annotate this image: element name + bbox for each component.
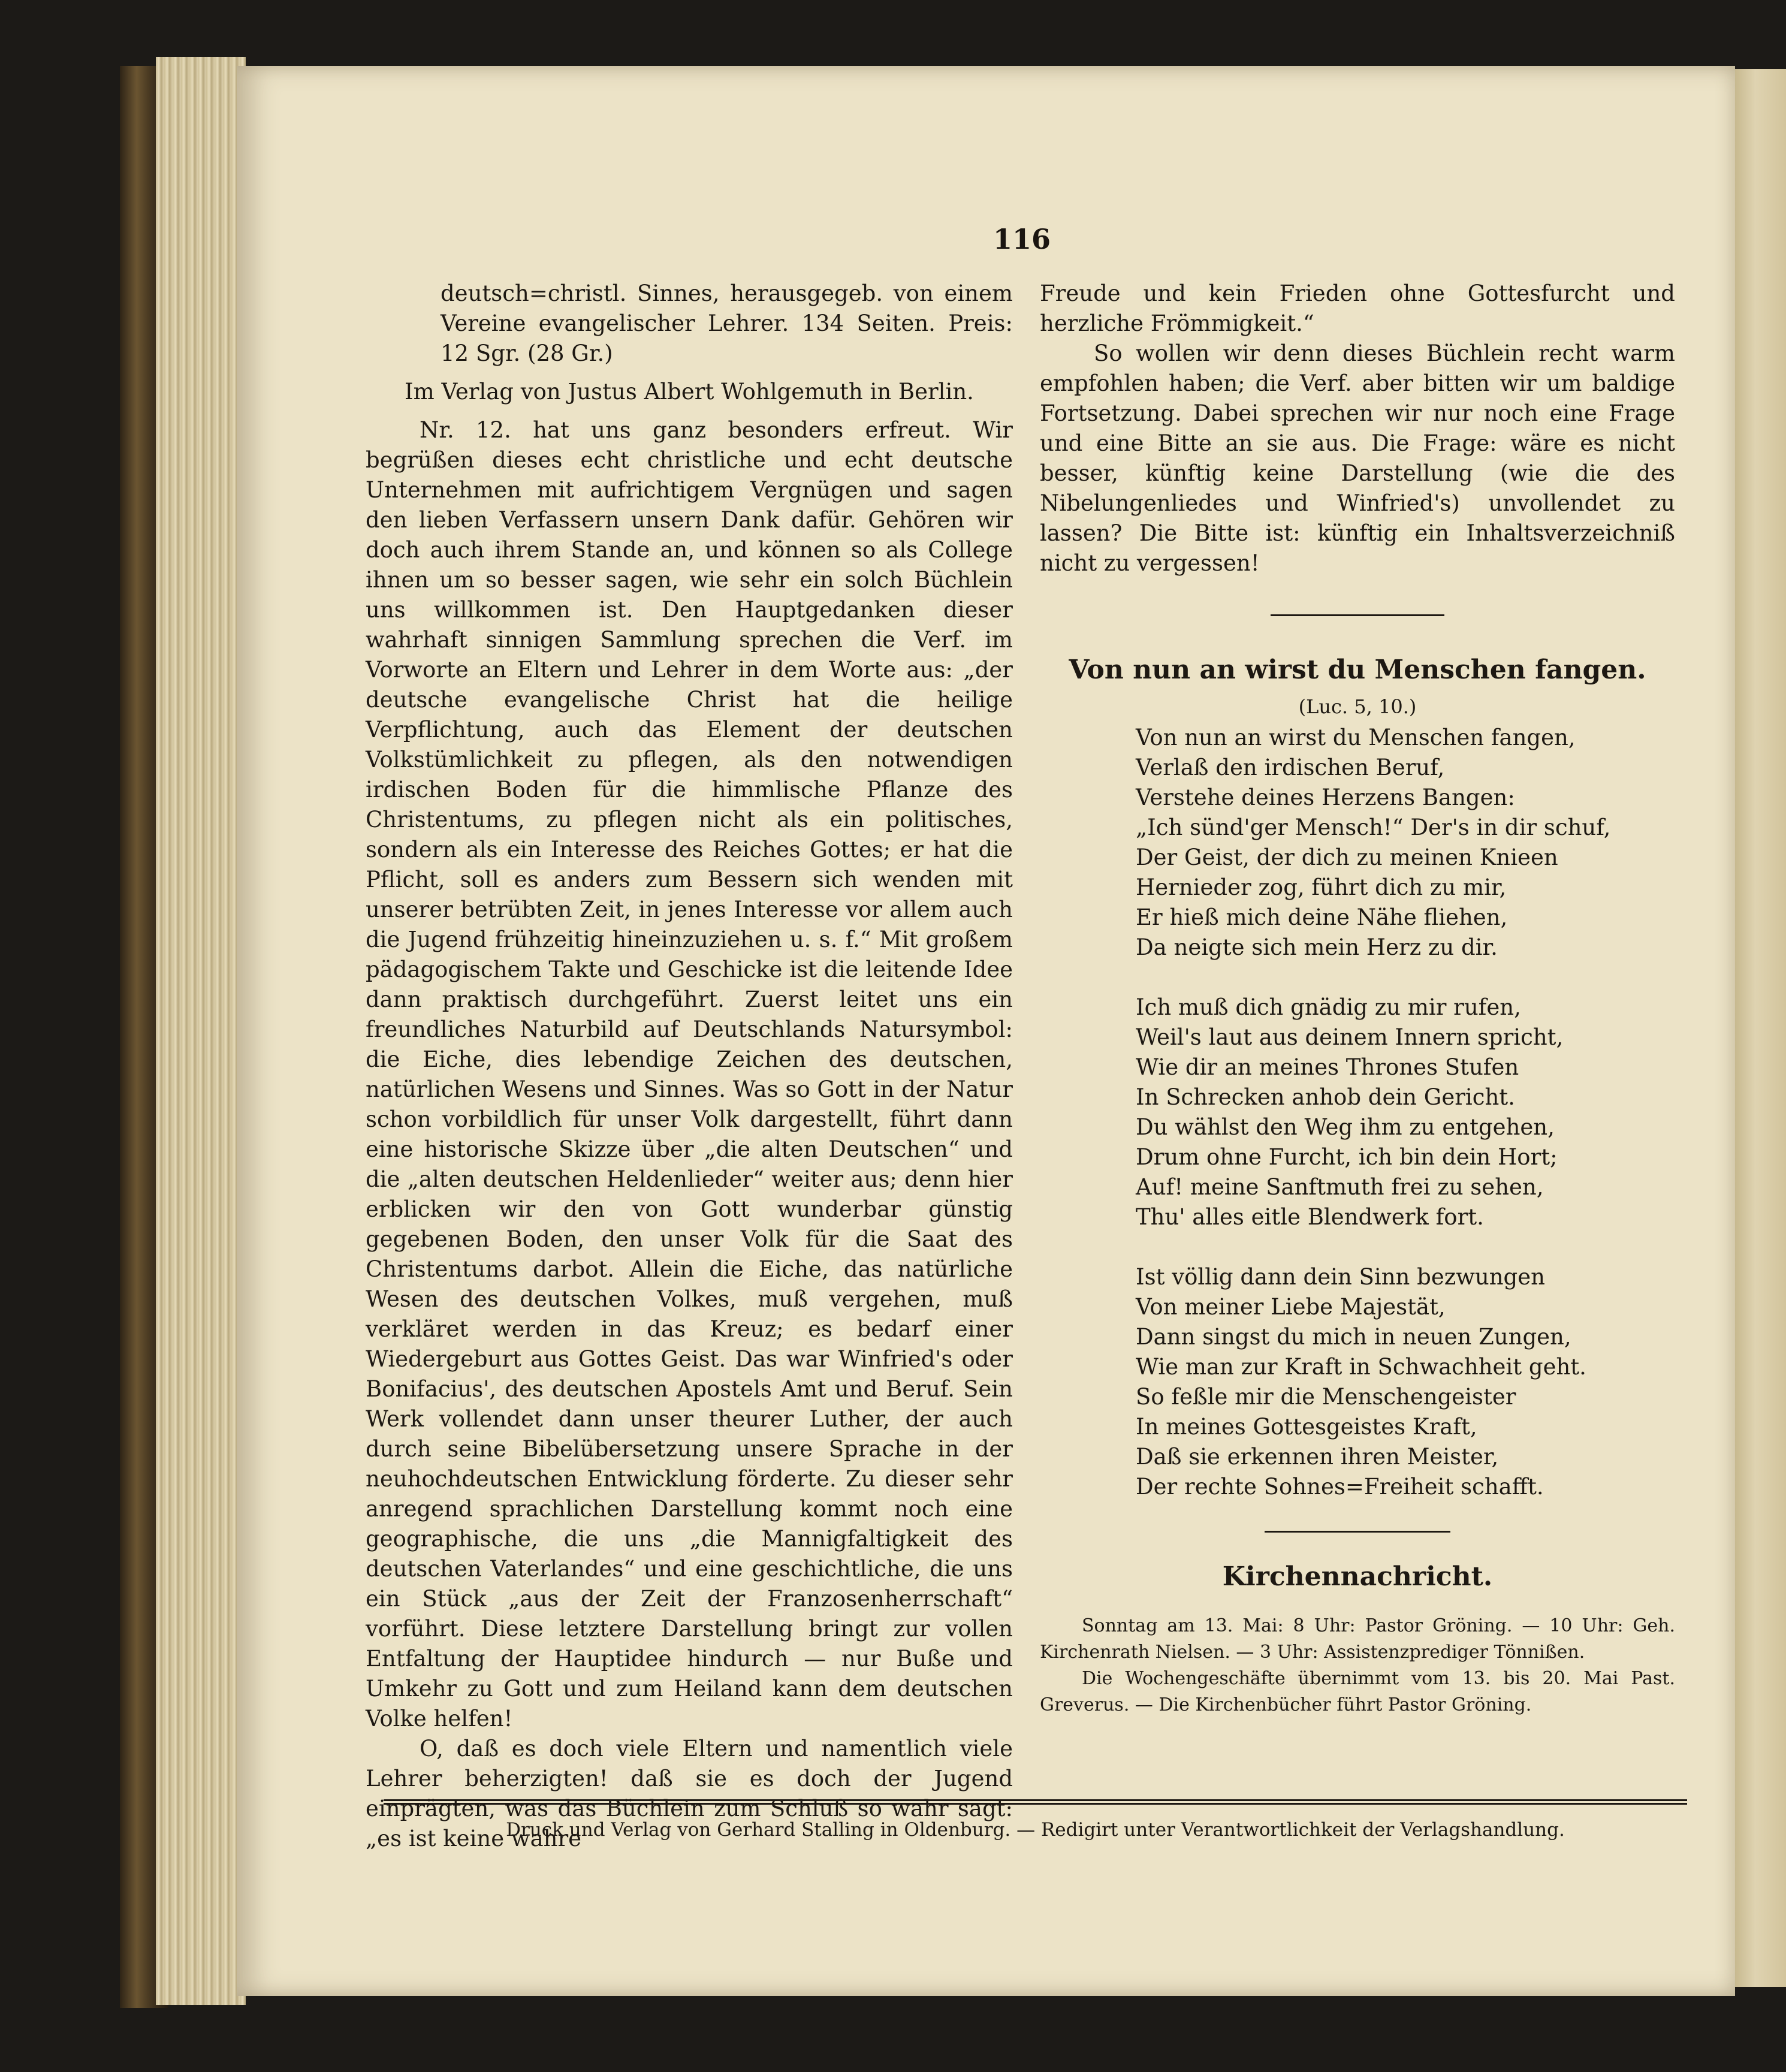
poem-reference: (Luc. 5, 10.)	[1298, 695, 1417, 718]
left-paragraph-1: Im Verlag von Justus Albert Wohlgemuth in Berlin.	[405, 379, 974, 405]
poem-line: In meines Gottesgeistes Kraft,	[1136, 1414, 1477, 1440]
poem-line: Drum ohne Furcht, ich bin dein Hort;	[1136, 1144, 1558, 1170]
left-paragraph-3: O, daß es doch viele Eltern und namentlich viele Lehrer beherzigten! daß sie es doch der Jugend einprägten, was das Büchlein zum Schluß so wahr sagt: „es ist keine wahre	[366, 1736, 1013, 1851]
poem-line: Ist völlig dann dein Sinn bezwungen	[1136, 1264, 1545, 1290]
poem-line: Du wählst den Weg ihm zu entgehen,	[1136, 1114, 1555, 1140]
poem-line: Hernieder zog, führt dich zu mir,	[1136, 874, 1507, 900]
poem-line: Da neigte sich mein Herz zu dir.	[1136, 934, 1498, 960]
left-paragraph-0: deutsch=christl. Sinnes, herausgegeb. von einem Vereine evangelischer Lehrer. 134 Seiten. Preis: 12 Sgr. (28 Gr.)	[441, 281, 1013, 366]
next-page-edge	[1735, 69, 1786, 1987]
poem-line: Weil's laut aus deinem Innern spricht,	[1136, 1024, 1564, 1050]
imprint-line: Druck und Verlag von Gerhard Stalling in Oldenburg. — Redigirt unter Verantwortlichkeit der Verlagshandlung.	[506, 1819, 1565, 1841]
poem-line: Verlaß den irdischen Beruf,	[1136, 755, 1445, 780]
poem-line: Von nun an wirst du Menschen fangen,	[1136, 725, 1576, 750]
poem-line: So feßle mir die Menschengeister	[1136, 1384, 1516, 1410]
poem-line: Dann singst du mich in neuen Zungen,	[1136, 1324, 1571, 1350]
section-divider	[1271, 614, 1444, 616]
footer-double-rule	[384, 1799, 1687, 1805]
poem-line: Von meiner Liebe Majestät,	[1136, 1294, 1446, 1320]
left-column	[366, 279, 1013, 1854]
poem-line: Auf! meine Sanftmuth frei zu sehen,	[1136, 1174, 1544, 1200]
right-paragraph-1: So wollen wir denn dieses Büchlein recht warm empfohlen haben; die Verf. aber bitten wir um baldige Fortsetzung. Dabei sprechen wir nur noch eine Frage und eine Bitte an sie aus. Die Frage: wäre es nicht besser, künftig keine Darstellung (wie die des Nibelungenliedes und Winfried's) unvollendet zu lassen? Die Bitte ist: künftig ein Inhaltsverzeichniß nicht zu vergessen!	[1040, 340, 1675, 576]
poem-line: Verstehe deines Herzens Bangen:	[1136, 785, 1515, 810]
right-column	[1040, 279, 1675, 1718]
poem-line: „Ich sünd'ger Mensch!“ Der's in dir schuf,	[1136, 815, 1611, 840]
poem-line: Thu' alles eitle Blendwerk fort.	[1136, 1204, 1484, 1230]
right-paragraph-0: Freude und kein Frieden ohne Gottesfurcht und herzliche Frömmigkeit.“	[1040, 281, 1675, 336]
poem-line: Der Geist, der dich zu meinen Knieen	[1136, 845, 1558, 870]
poem-line: Er hieß mich deine Nähe fliehen,	[1136, 904, 1508, 930]
poem-line: Ich muß dich gnädig zu mir rufen,	[1136, 994, 1521, 1020]
left-paragraph-2: Nr. 12. hat uns ganz besonders erfreut. Wir begrüßen dieses echt christliche und echt deutsche Unternehmen mit aufrichtigem Vergnügen und sagen den lieben Verfassern unsern Dank dafür. Gehören wir doch auch ihrem Stande an, und können so als College ihnen um so besser sagen, wie sehr ein solch Büchlein uns willkommen ist. Den Hauptgedanken dieser wahrhaft sinnigen Sammlung sprechen die Verf. im Vorworte an Eltern und Lehrer in dem Worte aus: „der deutsche evangelische Christ hat die heilige Verpflichtung, auch das Element der deutschen Volkstümlichkeit zu pflegen, als den notwendigen irdischen Boden für die himmlische Pflanze des Christentums, zu pflegen nicht als ein politisches, sondern als ein Interesse des Reiches Gottes; er hat die Pflicht, soll es anders zum Bessern sich wenden mit unserer betrübten Zeit, in jenes Interesse vor allem auch die Jugend frühzeitig hineinzuziehen u. s. f.“ Mit großem pädagogischem Takte und Geschicke ist die leitende Idee dann praktisch durchgeführt. Zuerst leitet uns ein freundliches Naturbild auf Deutschlands Natursymbol: die Eiche, dies lebendige Zeichen des deutschen, natürlichen Wesens und Sinnes. Was so Gott in der Natur schon vorbildlich für unser Volk dargestellt, führt dann eine historische Skizze über „die alten Deutschen“ und die „alten deutschen Heldenlieder“ weiter aus; denn hier erblicken wir den von Gott wunderbar günstig gegebenen Boden, den unser Volk für die Saat des Christentums darbot. Allein die Eiche, das natürliche Wesen des deutschen Volkes, muß vergehen, muß verkläret werden in das Kreuz; es bedarf einer Wiedergeburt aus Gottes Geist. Das war Winfried's oder Bonifacius', des deutschen Apostels Amt und Beruf. Sein Werk vollendet dann unser theurer Luther, der auch durch seine Bibelübersetzung unsere Sprache in der neuhochdeutschen Entwicklung förderte. Zu dieser sehr anregend sprachlichen Darstellung kommt noch eine geographische, die uns „die Mannigfaltigkeit des deutschen Vaterlandes“ und eine geschichtliche, die uns ein Stück „aus der Zeit der Franzosenherrschaft“ vorführt. Diese letztere Darstellung bringt zur vollen Entfaltung der Hauptidee hindurch — nur Buße und Umkehr zu Gott und zum Heiland kann dem deutschen Volke helfen!	[366, 417, 1013, 1732]
poem-line: Der rechte Sohnes=Freiheit schafft.	[1136, 1474, 1544, 1500]
section-divider	[1265, 1531, 1450, 1533]
poem-line: Daß sie erkennen ihren Meister,	[1136, 1444, 1499, 1470]
page-edges-stack	[156, 57, 246, 2005]
page-number: 116	[992, 223, 1051, 255]
poem-line: In Schrecken anhob dein Gericht.	[1136, 1084, 1515, 1110]
poem-line: Wie dir an meines Thrones Stufen	[1136, 1054, 1519, 1080]
church-news-line: Die Wochengeschäfte übernimmt vom 13. bis 20. Mai Past. Greverus. — Die Kirchenbücher führt Pastor Gröning.	[1040, 1668, 1675, 1715]
poem-body	[1040, 723, 1675, 1502]
church-news-title: Kirchennachricht.	[1222, 1561, 1493, 1592]
poem-title: Von nun an wirst du Menschen fangen.	[1069, 655, 1646, 685]
poem-line: Wie man zur Kraft in Schwachheit geht.	[1136, 1354, 1586, 1380]
church-news-line: Sonntag am 13. Mai: 8 Uhr: Pastor Gröning. — 10 Uhr: Geh. Kirchenrath Nielsen. — 3 Uhr: Assistenzprediger Tönnißen.	[1040, 1615, 1675, 1663]
